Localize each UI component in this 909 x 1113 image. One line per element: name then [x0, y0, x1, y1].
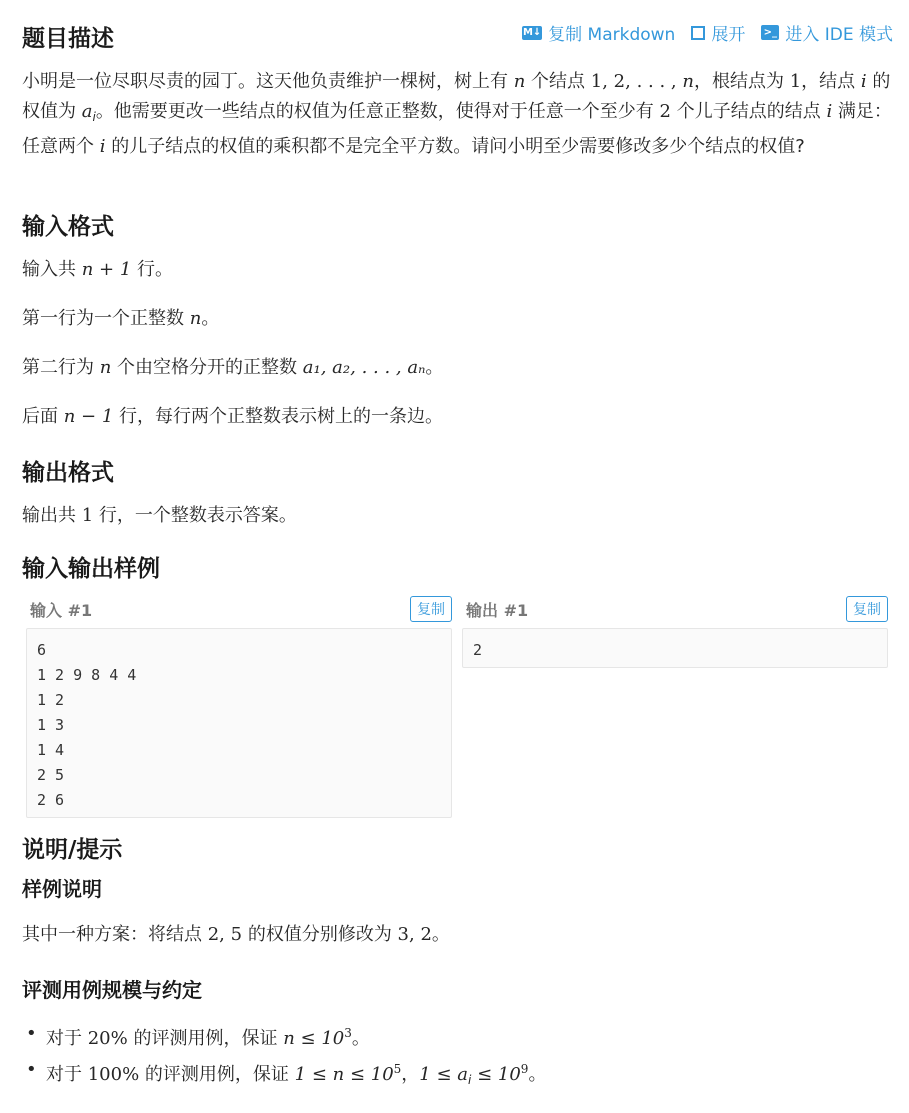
problem-toolbar — [522, 20, 893, 45]
markdown-icon: M↓ — [522, 26, 542, 38]
ide-mode-button[interactable] — [761, 20, 893, 45]
sample-input-label: 输入 #1 — [30, 600, 93, 620]
input-format-line-2: 第一行为一个正整数 n。 — [22, 308, 220, 329]
expand-icon — [691, 26, 705, 40]
output-format-line-1: 输出共 1 行，一个整数表示答案。 — [22, 505, 297, 526]
constraint-item-2: • 对于 100% 的评测用例，保证 $1 \le n \le 10^5$，$1 \le a_i \le 10^9$。 — [40, 1054, 546, 1096]
input-format-line-3: 第二行为 n 个由空格分开的正整数 a₁, a₂, . . . , aₙ。 — [22, 357, 444, 378]
sample-input — [26, 596, 452, 818]
expand-label: 展开 — [711, 25, 746, 45]
hint-heading: 说明/提示 — [22, 837, 123, 863]
sample-output-label: 输出 #1 — [466, 600, 529, 620]
sample-explanation-text: 其中一种方案：将结点 2, 5 的权值分别修改为 3, 2。 — [22, 924, 450, 945]
page-title: 题目描述 — [22, 26, 114, 52]
output-format-heading: 输出格式 — [22, 460, 114, 486]
scale-heading: 评测用例规模与约定 — [22, 978, 202, 1002]
input-format-line-1: 输入共 n + 1 行。 — [22, 259, 174, 280]
input-format-line-4: 后面 n − 1 行，每行两个正整数表示树上的一条边。 — [22, 406, 444, 427]
problem-description: 小明是一位尽职尽责的园丁。这天他负责维护一棵树，树上有 n 个结点 1, 2, . . . , n，根结点为 1，结点 i 的权值为 $a_i$。他需要更改一些结点的权值为任意正整数，使得对于任意一个至少有 2 个儿子结点的结点 i 满足：任意两个 i 的儿子结点的权值的乘积都不是完全平方数。请问小明至少需要修改多少个结点的权值? — [22, 71, 892, 157]
sample-input-code[interactable]: 6 1 2 9 8 4 4 1 2 1 3 1 4 2 5 2 6 — [26, 628, 452, 818]
constraints-list — [22, 1018, 546, 1096]
constraint-item-1: • 对于 20% 的评测用例，保证 $n \le 10^3$。 — [40, 1018, 546, 1054]
sample-output — [462, 596, 888, 668]
copy-markdown-button[interactable] — [522, 20, 675, 45]
copy-input-button[interactable]: 复制 — [410, 596, 452, 622]
copy-output-button[interactable]: 复制 — [846, 596, 888, 622]
sample-explanation-heading: 样例说明 — [22, 877, 102, 901]
samples-heading: 输入输出样例 — [22, 556, 160, 582]
copy-markdown-label: 复制 Markdown — [548, 25, 676, 45]
ide-mode-label: 进入 IDE 模式 — [785, 25, 893, 45]
terminal-icon: >_ — [761, 25, 779, 40]
expand-button[interactable] — [691, 20, 745, 45]
input-format-heading: 输入格式 — [22, 214, 114, 240]
sample-output-code[interactable]: 2 — [462, 628, 888, 668]
